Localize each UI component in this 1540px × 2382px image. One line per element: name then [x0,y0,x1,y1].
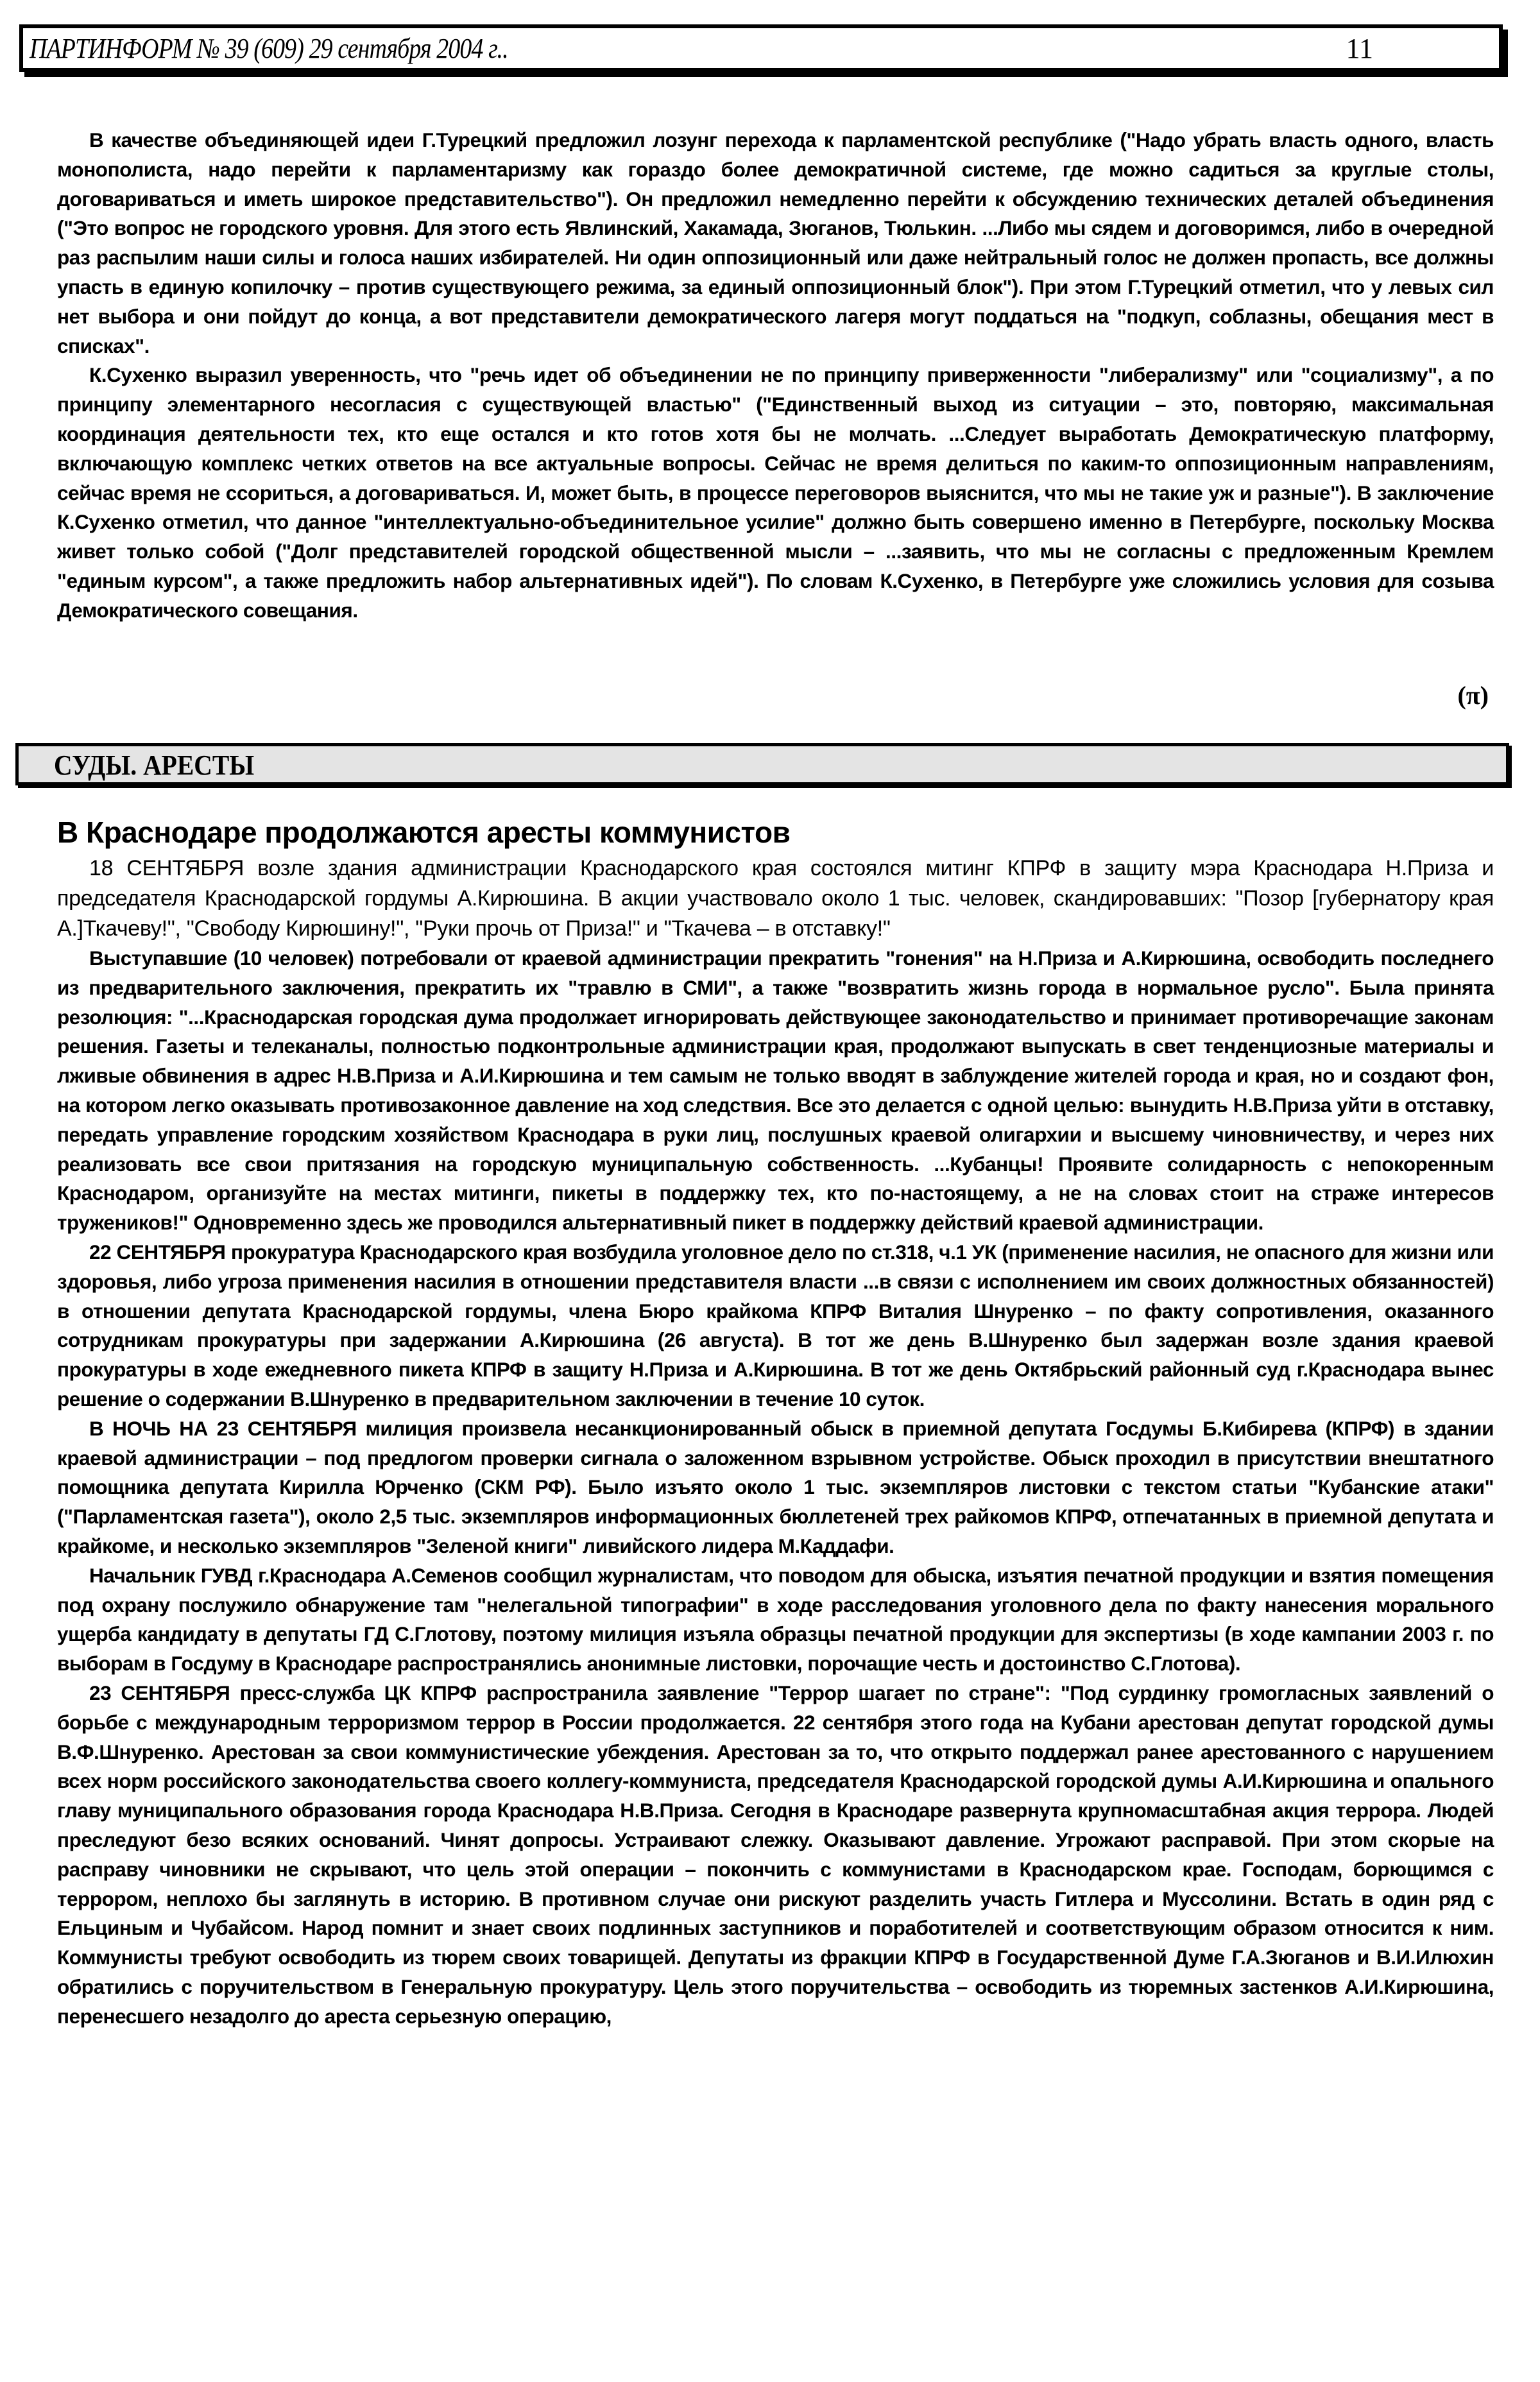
paragraph-text: возле здания администрации Краснодарского края состоялся митинг КПРФ в защиту мэра Краснодара Н.Приза и председателя Краснодарской гордумы А.Кирюшина. В акции участвовало около 1 тыс. человек, скандировавших: "Позор [губернатору края А.]Ткачеву!", "Свободу Кирюшину!", "Руки прочь от Приза!" и "Ткачева – в отставку!" [57,856,1494,941]
article-paragraph [57,1561,1494,1679]
newspaper-issue-title: ПАРТИНФОРМ № 39 (609) 29 сентября 2004 г.. [30,33,508,64]
paragraph-date: 22 СЕНТЯБРЯ [89,1240,226,1264]
paragraph-text: милиция произвела несанкционированный обыск в приемной депутата Госдумы Б.Кибирева (КПРФ) в здании краевой администрации – под предлогом проверки сигнала о заложенном взрывном устройстве. Обыск проходил в присутствии внештатного помощника депутата Кирилла Юрченко (СКМ РФ). Было изъято около 1 тыс. экземпляров листовки с текстом статьи "Кубанские атаки" ("Парламентская газета"), около 2,5 тыс. экземпляров информационных бюллетеней трех райкомов КПРФ, отпечатанных в приемной депутата и крайкоме, и несколько экземпляров "Зеленой книги" ливийского лидера М.Каддафи. [57,1416,1494,1557]
author-signature: (π) [1457,681,1489,710]
article-paragraph: В качестве объединяющей идеи Г.Турецкий предложил лозунг перехода к парламентской республике ("Надо убрать власть одного, власть монополиста, надо перейти к парламентаризму как гораздо более демократичной системе, где можно садиться за круглые столы, договариваться и иметь широкое представительство"). Он предложил немедленно перейти к обсуждению технических деталей объединения ("Это вопрос не городского уровня. Для этого есть Явлинский, Хакамада, Зюганов, Тюлькин. ...Либо мы сядем и договоримся, либо в очередной раз распылим наши силы и голоса наших избирателей. Ни один оппозиционный или даже нейтральный голос не должен пропасть, все должны упасть в единую копилочку – против существующего режима, за единый оппозиционный блок"). При этом Г.Турецкий отметил, что у левых сил нет выбора и они пойдут до конца, а вот представители демократического лагеря могут поддаться на "подкуп, соблазны, обещания мест в списках". [57,128,1494,357]
paragraph-date: В НОЧЬ НА 23 СЕНТЯБРЯ [89,1416,357,1440]
section-header [15,743,1509,785]
paragraph-text: пресс-служба ЦК КПРФ распространила заявление "Террор шагает по стране": "Под сурдинку громогласных заявлений о борьбе с международным терроризмом террор в России продолжается. 22 сентября этого года на Кубани арестован депутат городской думы В.Ф.Шнуренко. Арестован за свои коммунистические убеждения. Арестован за то, что открыто поддержал ранее арестованного с нарушением всех норм российского законодательства своего коллегу-коммуниста, председателя Краснодарской городской думы А.И.Кирюшина и опального главу муниципального образования города Краснодара Н.В.Приза. Сегодня в Краснодаре развернута крупномасштабная акция террора. Людей преследуют безо всяких оснований. Чинят допросы. Устраивают слежку. Оказывают давление. Угрожают расправой. При этом скорые на расправу чиновники не скрывают, что цель этой операции – покончить с коммунистами в Краснодарском крае. Господам, борющимся с террором, неплохо бы заглянуть в историю. В противном случае они рискуют разделить участь Гитлера и Муссолини. Встать в один ряд с Ельциным и Чубайсом. Народ помнит и знает своих подлинных заступников и поработителей и соответствующим образом относится к ним. Коммунисты требуют освободить из тюрем своих товарищей. Депутаты из фракции КПРФ в Государственной Думе Г.А.Зюганов и В.И.Илюхин обратились с поручительством в Генеральную прокуратуру. Цель этого поручительства – освободить из тюремных застенков А.И.Кирюшина, перенесшего незадолго до ареста серьезную операцию, [57,1681,1494,2028]
paragraph-text: Начальник ГУВД г.Краснодара А.Семенов сообщил журналистам, что поводом для обыска, изъятия печатной продукции и взятия помещения под охрану послужило обнаружение там "нелегальной типографии" в ходе расследования уголовного дела по факту нанесения морального ущерба кандидату в депутаты ГД С.Глотову, поэтому милиция изъяла образцы печатной продукции для экспертизы (в ходе кампании 2003 г. по выборам в Госдуму в Краснодаре распространялись анонимные листовки, порочащие честь и достоинство С.Глотова). [57,1563,1494,1675]
article-continued [57,126,1494,626]
page-number: 11 [1346,33,1373,64]
article-paragraph [57,1679,1494,2032]
article-paragraph: К.Сухенко выразил уверенность, что "речь идет об объединении не по принципу приверженности "либерализму" или "социализму", а по принципу элементарного несогласия с существующей властью" ("Единственный выход из ситуации – это, повторяю, максимальная координация деятельности тех, кто еще остался и кто готов хотя бы не молчать. ...Следует выработать Демократическую платформу, включающую комплекс четких ответов на все актуальные вопросы. Сейчас не время делиться по каким-то оппозиционным направлениям, сейчас время не ссориться, а договариваться. И, может быть, в процессе переговоров выяснится, что мы не такие уж и разные"). В заключение К.Сухенко отметил, что данное "интеллектуально-объединительное усилие" должно быть совершено именно в Петербурге, поскольку Москва живет только собой ("Долг представителей городской общественной мысли – ...заявить, что мы не согласны с предложенным Кремлем "единым курсом", а также предложить набор альтернативных идей"). По словам К.Сухенко, в Петербурге уже сложились условия для созыва Демократического совещания. [57,363,1494,622]
paragraph-date: 23 СЕНТЯБРЯ [89,1681,230,1704]
paragraph-text: прокуратура Краснодарского края возбудила уголовное дело по ст.318, ч.1 УК (применение насилия, не опасного для жизни или здоровья, либо угроза применения насилия в отношении представителя власти ...в связи с исполнением им своих должностных обязанностей) в отношении депутата Краснодарской гордумы, члена Бюро крайкома КПРФ Виталия Шнуренко – по факту сопротивления, оказанного сотрудникам прокуратуры при задержании А.Кирюшина (26 августа). В тот же день В.Шнуренко был задержан возле здания краевой прокуратуры в ходе ежедневного пикета КПРФ в защиту Н.Приза и А.Кирюшина. В тот же день Октябрьский районный суд г.Краснодара вынес решение о содержании В.Шнуренко в предварительном заключении в течение 10 суток. [57,1240,1494,1410]
article-paragraph [57,1414,1494,1561]
section-title: СУДЫ. АРЕСТЫ [54,750,255,781]
paragraph-date: 18 СЕНТЯБРЯ [89,856,244,880]
article-paragraph [57,1238,1494,1414]
paragraph-text: Выступавшие (10 человек) потребовали от краевой администрации прекратить "гонения" на Н.Приза и А.Кирюшина, освободить последнего из предварительного заключения, прекратить их "травлю в СМИ", а также "возвратить жизнь города в нормальное русло". Была принята резолюция: "...Краснодарская городская дума продолжает игнорировать действующее законодательство и принимает противоречащие законам решения. Газеты и телеканалы, полностью подконтрольные администрации края, продолжают выпускать в свет тенденциозные материалы и лживые обвинения в адрес Н.В.Приза и А.И.Кирюшина и тем самым не только вводят в заблуждение жителей города и края, но и создают фон, на котором легко оказывать противозаконное давление на ход следствия. Все это делается с одной целью: вынудить Н.В.Приза уйти в отставку, передать управление городским хозяйством Краснодара в руки лиц, послушных краевой олигархии и высшему чиновничеству, и через них реализовать все свои притязания на городскую муниципальную собственность. ...Кубанцы! Проявите солидарность с непокоренным Краснодаром, организуйте на местах митинги, пикеты в поддержку тех, кто по-настоящему, а не на словах стоит на страже интересов тружеников!" Одновременно здесь же проводился альтернативный пикет в поддержку действий краевой администрации. [57,947,1494,1235]
page-header [19,24,1503,72]
article-title: В Краснодаре продолжаются аресты коммунистов [57,816,791,849]
article-body [57,853,1494,2031]
article-lead-paragraph [57,853,1494,944]
article-paragraph [57,944,1494,1238]
